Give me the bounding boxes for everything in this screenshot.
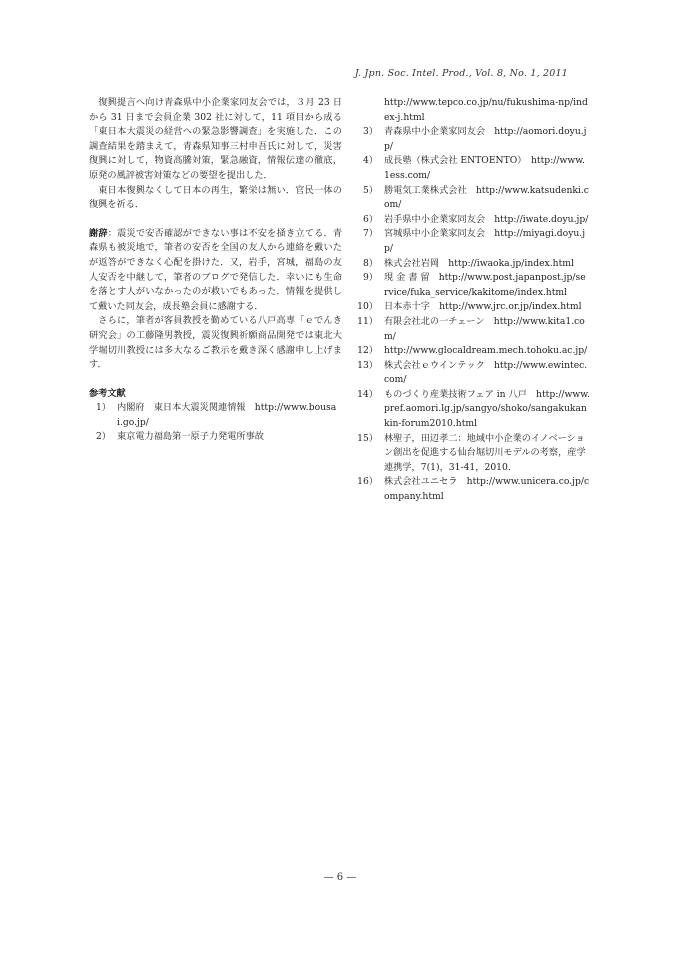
reference-number: 13）: [357, 359, 378, 371]
reference-number: 4）: [362, 155, 378, 167]
reference-number: 7）: [362, 228, 378, 240]
reference-text: 日本赤十字 http://www.jrc.or.jp/index.html: [384, 301, 582, 313]
reference-number: 15）: [357, 432, 378, 444]
reference-number: 8）: [362, 257, 378, 269]
reference-number: 16）: [357, 476, 378, 488]
body-paragraph-2: 東日本復興なくして日本の再生，繁栄は無い．官民一体の復興を祈る．: [89, 184, 342, 211]
reference-item: [356, 125, 590, 154]
reference-text: 株式会社ユニセラ http://www.unicera.co.jp/company.html: [384, 476, 590, 503]
journal-header: J. Jpn. Soc. Intel. Prod., Vol. 8, No. 1, 2011: [354, 68, 568, 79]
body-paragraph-1: 復興提言へ向け青森県中小企業家同友会では，３月 23 日から 31 日まで会員企業 302 社に対して，11 項目から成る「東日本大震災の経営への緊急影響調査」を実施した．この調査結果を踏まえて，青森県知事三村申吾氏に対して，災害復興に対して，物資高騰対策，緊急融資，情報伝達の徹底，原発の風評被害対策などの要望を提出した．: [89, 97, 342, 181]
reference-item: [356, 154, 590, 183]
reference-item: [356, 271, 590, 300]
reference-number: 10）: [357, 301, 378, 313]
reference-item: [356, 96, 590, 125]
reference-number: 11）: [357, 315, 378, 327]
reference-text-continued: http://www.tepco.co.jp/nu/fukushima-np/index-j.html: [384, 97, 588, 123]
left-column: [89, 96, 342, 445]
reference-text: 宮城県中小企業家同友会 http://miyagi.doyu.jp/: [384, 228, 586, 254]
reference-item: [356, 213, 590, 228]
reference-number: 2）: [95, 431, 111, 443]
reference-number: 6）: [362, 213, 378, 225]
reference-text: 勝電気工業株式会社 http://www.katsudenki.com/: [384, 184, 589, 211]
reference-text: 東京電力福島第一原子力発電所事故: [117, 431, 264, 443]
reference-item: [356, 257, 590, 272]
reference-number: 12）: [357, 345, 378, 357]
acknowledgement-continued: さらに，筆者が客員教授を勤めている八戸高専「ｅでんき研究会」の工藤隆男教授，震災復興祈願商品開発では東北大学堀切川教授には多大なるご教示を戴き深く感謝申し上げます．: [89, 315, 342, 371]
reference-text: 岩手県中小企業家同友会 http://iwate.doyu.jp/: [384, 213, 589, 225]
reference-text: 株式会社ｅウインテック http://www.ewintec.com/: [384, 359, 588, 386]
reference-text: 有限会社北の一チェーン http://www.kita1.com/: [384, 315, 585, 342]
reference-number: 3）: [362, 126, 378, 138]
reference-item: [89, 430, 342, 445]
reference-text: 内閣府 東日本大震災関連情報 http://www.bousai.go.jp/: [117, 402, 337, 428]
reference-number: 9）: [362, 272, 378, 284]
reference-item: [356, 300, 590, 315]
reference-item: [356, 227, 590, 256]
reference-item: [356, 315, 590, 344]
reference-item: [356, 432, 590, 476]
reference-item: [356, 388, 590, 432]
reference-text: 現 金 書 留 http://www.post.japanpost.jp/service/fuka_service/kakitome/index.html: [384, 272, 586, 298]
reference-text: 青森県中小企業家同友会 http://aomori.doyu.jp/: [384, 126, 587, 152]
reference-item: [356, 359, 590, 388]
reference-item: [356, 344, 590, 359]
reference-text: ものづくり産業技術フェア in 八戸 http://www.pref.aomori.lg.jp/sangyo/shoko/sangakukankin-forum2010.html: [384, 388, 590, 430]
reference-text: 林聖子，田辺孝二：地域中小企業のイノベーション創出を促進する仙台堀切川モデルの考察，産学連携学，7(1)，31-41，2010．: [384, 432, 586, 473]
reference-number: 1）: [95, 402, 111, 414]
acknowledgement: [89, 227, 342, 315]
right-column: [356, 96, 590, 505]
reference-item: [356, 184, 590, 213]
reference-number: 5）: [362, 184, 378, 196]
reference-item: [89, 401, 342, 430]
reference-item: [356, 475, 590, 504]
page-number: — 6 —: [323, 872, 357, 883]
reference-text: 成長塾（株式会社 ENTOENTO） http://www.1ess.com/: [384, 155, 585, 181]
references-heading: 参考文献: [89, 387, 126, 399]
acknowledgement-label: 謝辞: [89, 227, 108, 239]
reference-number: 14）: [357, 388, 378, 400]
acknowledgement-text: ：震災で安否確認ができない事は不安を掻き立てる．青森県も被災地で，筆者の安否を全国の友人から連絡を戴いたが返答ができなく心配を掛けた．又，岩手，宮城，福島の友人安否を中継して，筆者のブログで発信した．幸いにも生命を落とす人がいなかったのが救いでもあった．情報を提供して戴いた同友会，成長塾会員に感謝する．: [89, 227, 343, 312]
reference-text: http://www.glocaldream.mech.tohoku.ac.jp/: [384, 345, 588, 357]
reference-text: 株式会社岩岡 http://iwaoka.jp/index.html: [384, 257, 574, 269]
